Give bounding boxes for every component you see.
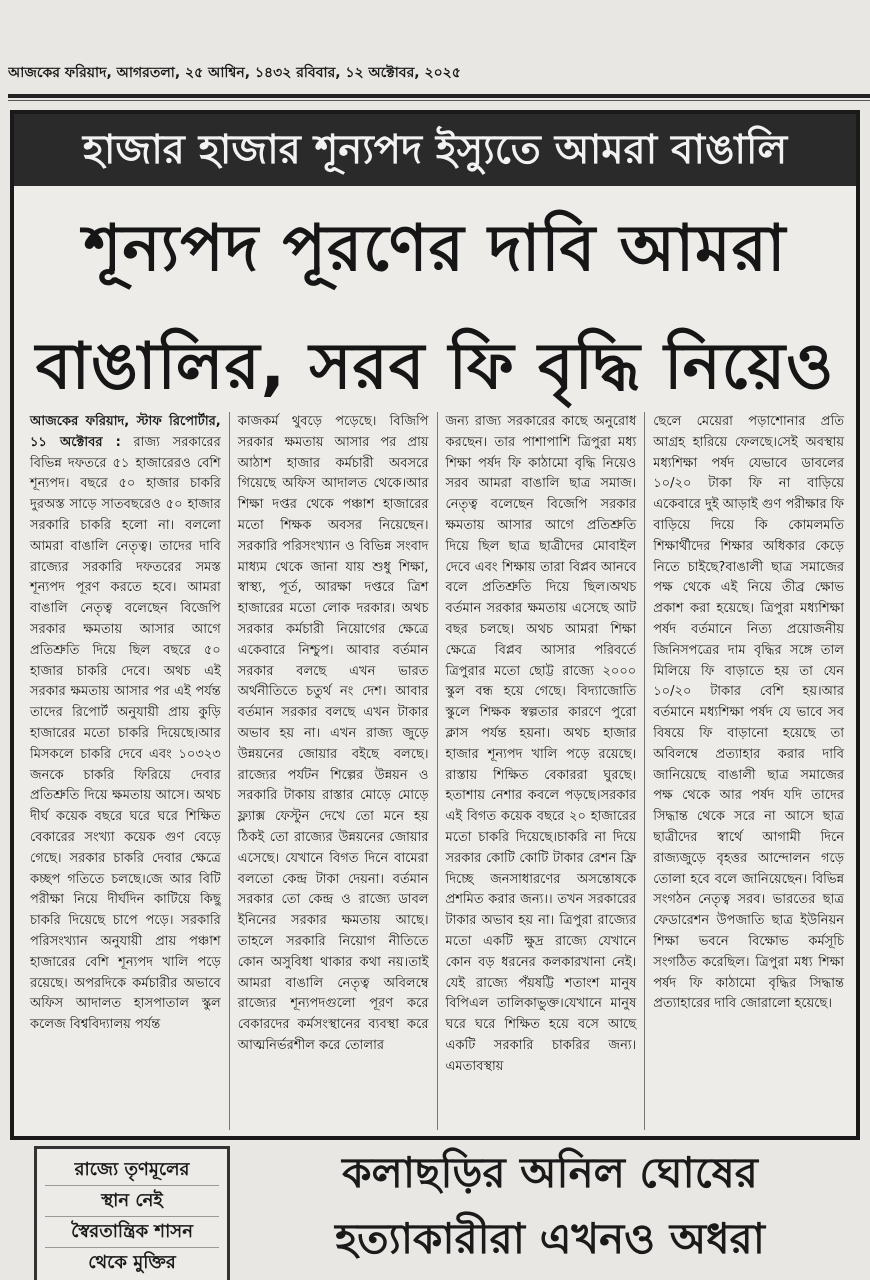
- sidebar-line: থেকে মুক্তির: [88, 1252, 176, 1273]
- main-headline: [14, 190, 856, 426]
- headline-line-1: শূন্যপদ পূরণের দাবি আমরা: [83, 212, 787, 286]
- header-rule-thin: [8, 100, 870, 101]
- article-byline: আজকের ফরিয়াদ, স্টাফ রিপোর্টার, ১১ অক্টোবর :: [30, 414, 221, 450]
- page-masthead: আজকের ফরিয়াদ, আগরতলা, ২৫ আশ্বিন, ১৪৩২ রবিবার, ১২ অক্টোবর, ২০২৫: [8, 65, 461, 81]
- sidebar-line: রাজ্যে তৃণমূলের: [45, 1155, 219, 1186]
- sidebar-box: [34, 1146, 230, 1280]
- article-column-1: [22, 412, 230, 1130]
- article-text-col4: ছেলে মেয়েরা পড়াশোনার প্রতি আগ্রহ হারিয়ে ফেলছে।সেই অবস্থায় মধ্যশিক্ষা পর্ষদ যেভাবে ডাবলের ১০/২০ টাকা ফি না বাড়িয়ে একেবারে দুই আড়াই গুণ পরীক্ষার ফি বাড়িয়ে দিয়ে কি কোমলমতি শিক্ষার্থীদের শিক্ষার অধিকার কেড়ে নিতে চাইছে?বাঙালী ছাত্র সমাজের পক্ষ থেকে এই নিয়ে তীব্র ক্ষোভ প্রকাশ করা হয়েছে। ত্রিপুরা মধ্যশিক্ষা পর্ষদ বর্তমানে নিত্য প্রয়োজনীয় জিনিসপত্রের দাম বৃদ্ধির সঙ্গে তাল মিলিয়ে ফি বাড়াতে হয় তা যেন ১০/২০ টাকার বেশি হয়।আর বর্তমানে মধ্যশিক্ষা পর্ষদ যে ভাবে সব বিষয়ে ফি বাড়ানো হয়েছে তা অবিলম্বে প্রত্যাহার করার দাবি জানিয়েছে বাঙালী ছাত্র সমাজের পক্ষ থেকে আর পর্ষদ যদি তাদের সিদ্ধান্ত থেকে সরে না আসে ছাত্র ছাত্রীদের স্বার্থে আগামী দিনে রাজ্যজুড়ে বৃহত্তর আন্দোলন গড়ে তোলা হবে বলে জানিয়েছেন। বিভিন্ন সংগঠন নেতৃত্ব সরব। ভারতের ছাত্র ফেডারেশন উপজাতি ছাত্র ইউনিয়ন শিক্ষা ভবনে বিক্ষোভ কর্মসূচি সংগঠিত করেছিল। ত্রিপুরা মধ্য শিক্ষা পর্ষদ ফি কাঠামো বৃদ্ধির সিদ্ধান্ত প্রত্যাহারের দাবি জোরালো হয়েছে।: [653, 414, 844, 1012]
- sidebar-line: স্বৈরতান্ত্রিক শাসন: [45, 1217, 219, 1248]
- article-column-3: [438, 412, 646, 1130]
- sidebar-line: স্থান নেই: [45, 1186, 219, 1217]
- headline-line-2: বাঙালির, সরব ফি বৃদ্ধি নিয়েও: [35, 330, 835, 404]
- secondary-headline-line-1: কলাছড়ির অনিল ঘোষের: [342, 1148, 758, 1197]
- header-rule: [8, 94, 870, 98]
- article-text-col1: রাজ্য সরকারের বিভিন্ন দফতরে ৫১ হাজারেরও বেশি শূন্যপদ। বছরে ৫০ হাজার চাকরি দুরঅস্ত সাড়ে সাতবছরেও ৫০ হাজার সরকারি চাকরি হলো না। বললো আমরা বাঙালি নেতৃত্ব। তাদের দাবি রাজ্যের সরকারি দফতরের সমস্ত শূন্যপদ পূরণ করতে হবে। আমরা বাঙালি নেতৃত্ব বলেছেন বিজেপি সরকার ক্ষমতায় আসার আগে প্রতিশ্রুতি দিয়ে ছিল বছরে ৫০ হাজার চাকরি দেবে। অথচ এই সরকার ক্ষমতায় আসার পর এই পর্যন্ত তাদের রিপোর্ট অনুযায়ী প্রায় কুড়ি হাজারের মতো চাকরি দিয়েছে।আর মিসকলে চাকরি দেবে এবং ১০৩২৩ জনকে চাকরি ফিরিয়ে দেবার প্রতিশ্রুতি দিয়ে ক্ষমতায় আসে। অথচ দীর্ঘ কয়েক বছরে ঘরে ঘরে শিক্ষিত বেকারের সংখ্যা কয়েক গুণ বেড়ে গেছে। সরকার চাকরি দেবার ক্ষেত্রে কচ্ছপ গতিতে চলছে।জে আর বিটি পরীক্ষা নিয়ে দীর্ঘদিন কাটিয়ে কিছু চাকরি দিয়েছে চাপে পড়ে। সরকারি পরিসংখ্যান অনুযায়ী প্রায় পঞ্চাশ হাজারের বেশি শূন্যপদ খালি পড়ে রয়েছে। অপরদিকে কর্মচারীর অভাবে অফিস আদালত হাসপাতাল স্কুল কলেজ বিশ্ববিদ্যালয় পর্যন্ত: [30, 434, 221, 1033]
- article-column-2: [230, 412, 438, 1130]
- kicker-banner: হাজার হাজার শূন্যপদ ইস্যুতে আমরা বাঙালি: [14, 114, 856, 186]
- article-body: [22, 412, 852, 1130]
- secondary-headline-line-2: হত্যাকারীরা এখনও অধরা: [335, 1214, 765, 1263]
- secondary-headline: [250, 1140, 850, 1272]
- article-text-col2: কাজকর্ম থুবড়ে পড়েছে। বিজিপি সরকার ক্ষমতায় আসার পর প্রায় আঠাশ হাজার কর্মচারী অবসরে গিয়েছে অফিস আদালত থেকে।আর শিক্ষা দপ্তর থেকে পঞ্চাশ হাজারের মতো শিক্ষক অবসর নিয়েছেন।সরকারি পরিসংখ্যান ও বিভিন্ন সংবাদ মাধ্যম থেকে জানা যায় শুধু শিক্ষা, স্বাস্থ্য, পূর্ত, আরক্ষা দপ্তরে ত্রিশ হাজারের মতো লোক দরকার। অথচ সরকার কর্মচারী নিয়োগের ক্ষেত্রে একেবারে নিশ্চুপ। আবার বর্তমান সরকার বলছে এখন ভারত অর্থনীতিতে চতুর্থ নং দেশ। আবার বর্তমান সরকার বলছে এখন টাকার অভাব হয় না। এখন রাজ্য জুড়ে উন্নয়নের জোয়ার বইছে বলছে।রাজ্যের পর্যটন শিল্পের উন্নয়ন ও সরকারি টাকায় রাস্তার মোড়ে মোড়ে ফ্ল্যাক্স ফেস্টুন দেখে তো মনে হয় ঠিকই তো রাজ্যের উন্নয়নের জোয়ার এসেছে। যেখানে বিগত দিনে বামেরা বলতো কেন্দ্র টাকা দেয়না। বর্তমান সরকার তো কেন্দ্র ও রাজ্যে ডাবল ইনিনের সরকার ক্ষমতায় আছে। তাহলে সরকারি নিয়োগ নীতিতে কোন অসুবিধা থাকার কথা নয়।তাই আমরা বাঙালি নেতৃত্ব অবিলম্বে রাজ্যের শূন্যপদগুলো পূরণ করে বেকারদের কর্মসংস্থানের ব্যবস্থা করে আত্মনির্ভরশীল করে তোলার: [237, 414, 429, 1053]
- article-text-col3: জন্য রাজ্য সরকারের কাছে অনুরোধ করছেন। তার পাশাপাশি ত্রিপুরা মধ্য শিক্ষা পর্ষদ ফি কাঠামো বৃদ্ধি নিয়েও সরব আমরা বাঙালি ছাত্র সমাজ।নেতৃত্ব বলেছেন বিজেপি সরকার ক্ষমতায় আসার আগে প্রতিশ্রুতি দিয়ে ছিল ছাত্র ছাত্রীদের মোবাইল দেবে এবং শিক্ষায় তারা বিপ্লব আনবে বলে প্রতিশ্রুতি দিয়ে ছিল।অথচ বর্তমান সরকার ক্ষমতায় এসেছে আট বছর চলছে। অথচ আমরা শিক্ষা ক্ষেত্রে বিপ্লব আসার পরিবর্তে ত্রিপুরার মতো ছোট্ট রাজ্যে ২০০০ স্কুল বন্ধ হয়ে গেছে। বিদ্যাজোতি স্কুলে শিক্ষক স্বল্পতার কারণে পুরো ক্লাস পর্যন্ত হয়না। অথচ হাজার হাজার শূন্যপদ খালি পড়ে রয়েছে। রাস্তায় শিক্ষিত বেকাররা ঘুরছে। হতাশায় নেশার কবলে পড়ছে।সরকার এই বিগত কয়েক বছরে ২০ হাজারের মতো চাকরি দিয়েছে।চাকরি না দিয়ে সরকার কোটি কোটি টাকার রেশন ফ্রি দিচ্ছে জনসাধারণের অসন্তোষকে প্রশমিত করার জন্য।। তখন সরকারের টাকার অভাব হয় না। ত্রিপুরা রাজ্যের মতো একটি ক্ষুদ্র রাজ্যে যেখানে কোন বড় ধরনের কলকারখানা নেই।যেই রাজ্যে পঁয়ষট্টি শতাংশ মানুষ বিপিএল তালিকাভুক্ত।যেখানে মানুষ ঘরে ঘরে শিক্ষিত হয়ে বসে আছে একটি সরকারি চাকরির জন্য। এমতাবস্থায়: [445, 414, 637, 1074]
- article-column-4: [645, 412, 852, 1130]
